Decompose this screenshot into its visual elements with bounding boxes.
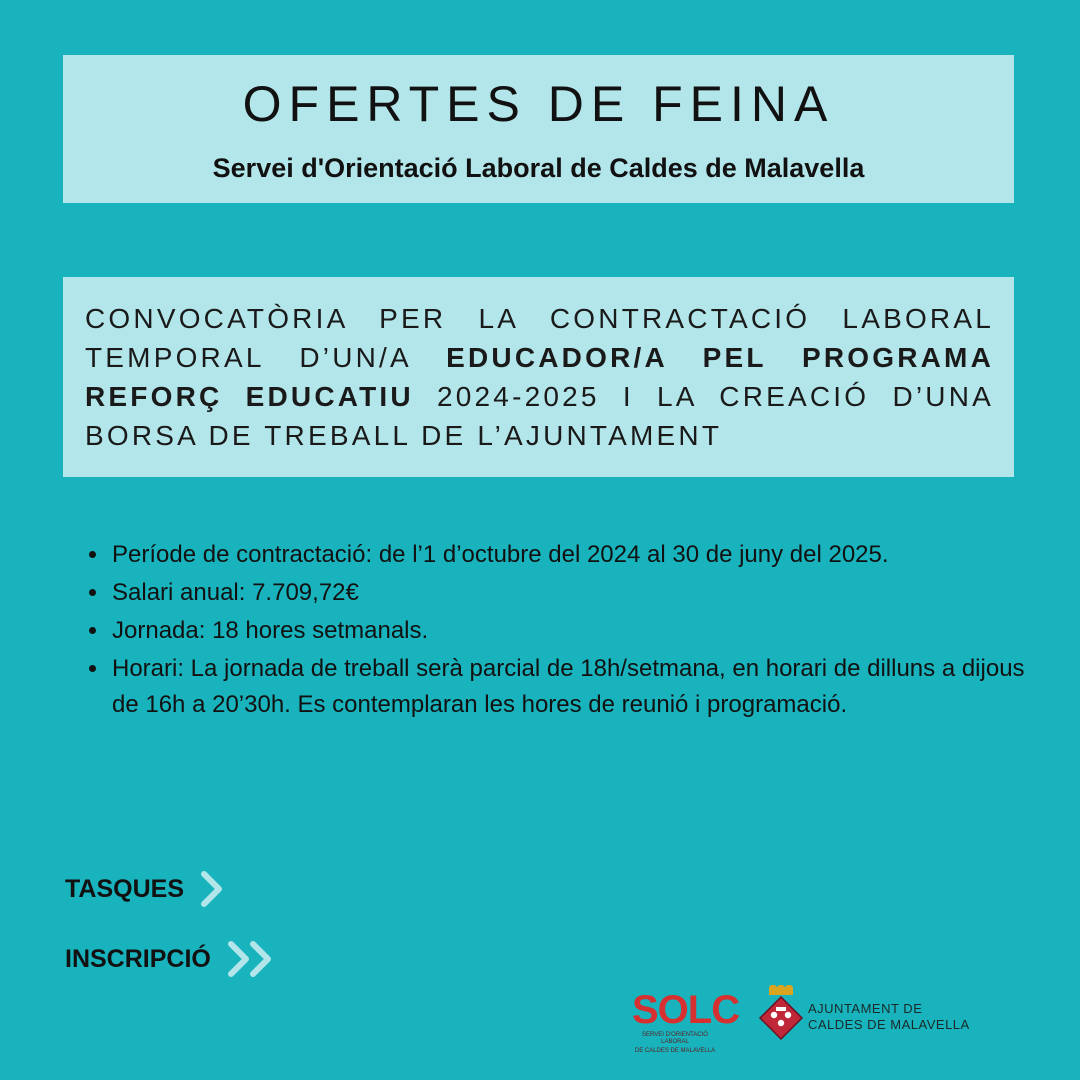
detail-contract-period: • Període de contractació: de l’1 d’octubre del 2024 al 30 de juny del 2025. [110,537,1030,573]
ajuntament-line-1: AJUNTAMENT DE [808,1001,923,1016]
header-panel [63,55,1014,203]
inscripcio-label: INSCRIPCIÓ [65,944,211,973]
solc-tagline-2: DE CALDES DE MALAVELLA [634,1048,716,1054]
solc-mark: SOLC [632,988,740,1032]
job-details-list [86,537,1030,725]
ajuntament-line-2: CALDES DE MALAVELLA [808,1017,970,1032]
notice-text-part1: CONVOCATÒRIA PER LA CONTRACTACIÓ LABORAL TEMPORAL D’UN/A [85,303,994,373]
tasques-label: TASQUES [65,874,184,903]
ajuntament-name [808,993,970,1033]
page-subtitle: Servei d'Orientació Laboral de Caldes de Malavella [212,153,865,183]
chevron-right-icon [200,870,224,908]
notice-highlight: EDUCADOR/A PEL PROGRAMA REFORÇ EDUCATIU [85,342,994,412]
double-chevron-right-icon [227,940,277,978]
detail-workday: • Jornada: 18 hores setmanals. [110,613,1030,649]
detail-schedule: • Horari: La jornada de treball serà parcial de 18h/setmana, en horari de dilluns a dijous de 16h a 20’30h. Es contemplaran les hores de reunió i programació. [110,651,1030,723]
notice-panel [63,277,1014,477]
inscripcio-link[interactable] [65,940,277,978]
detail-salary: • Salari anual: 7.709,72€ [110,575,1030,611]
ajuntament-logo [758,985,970,1041]
page-title: OFERTES DE FEINA [242,76,835,132]
notice-text-part2: 2024-2025 I LA CREACIÓ D’UNA BORSA DE TREBALL DE L’AJUNTAMENT [85,381,994,451]
solc-logo [632,988,740,1054]
tasques-link[interactable] [65,870,224,908]
coat-of-arms-icon [758,985,804,1041]
notice-text [85,299,994,455]
solc-tagline-1: SERVEI D'ORIENTACIÓ LABORAL [642,1032,708,1045]
